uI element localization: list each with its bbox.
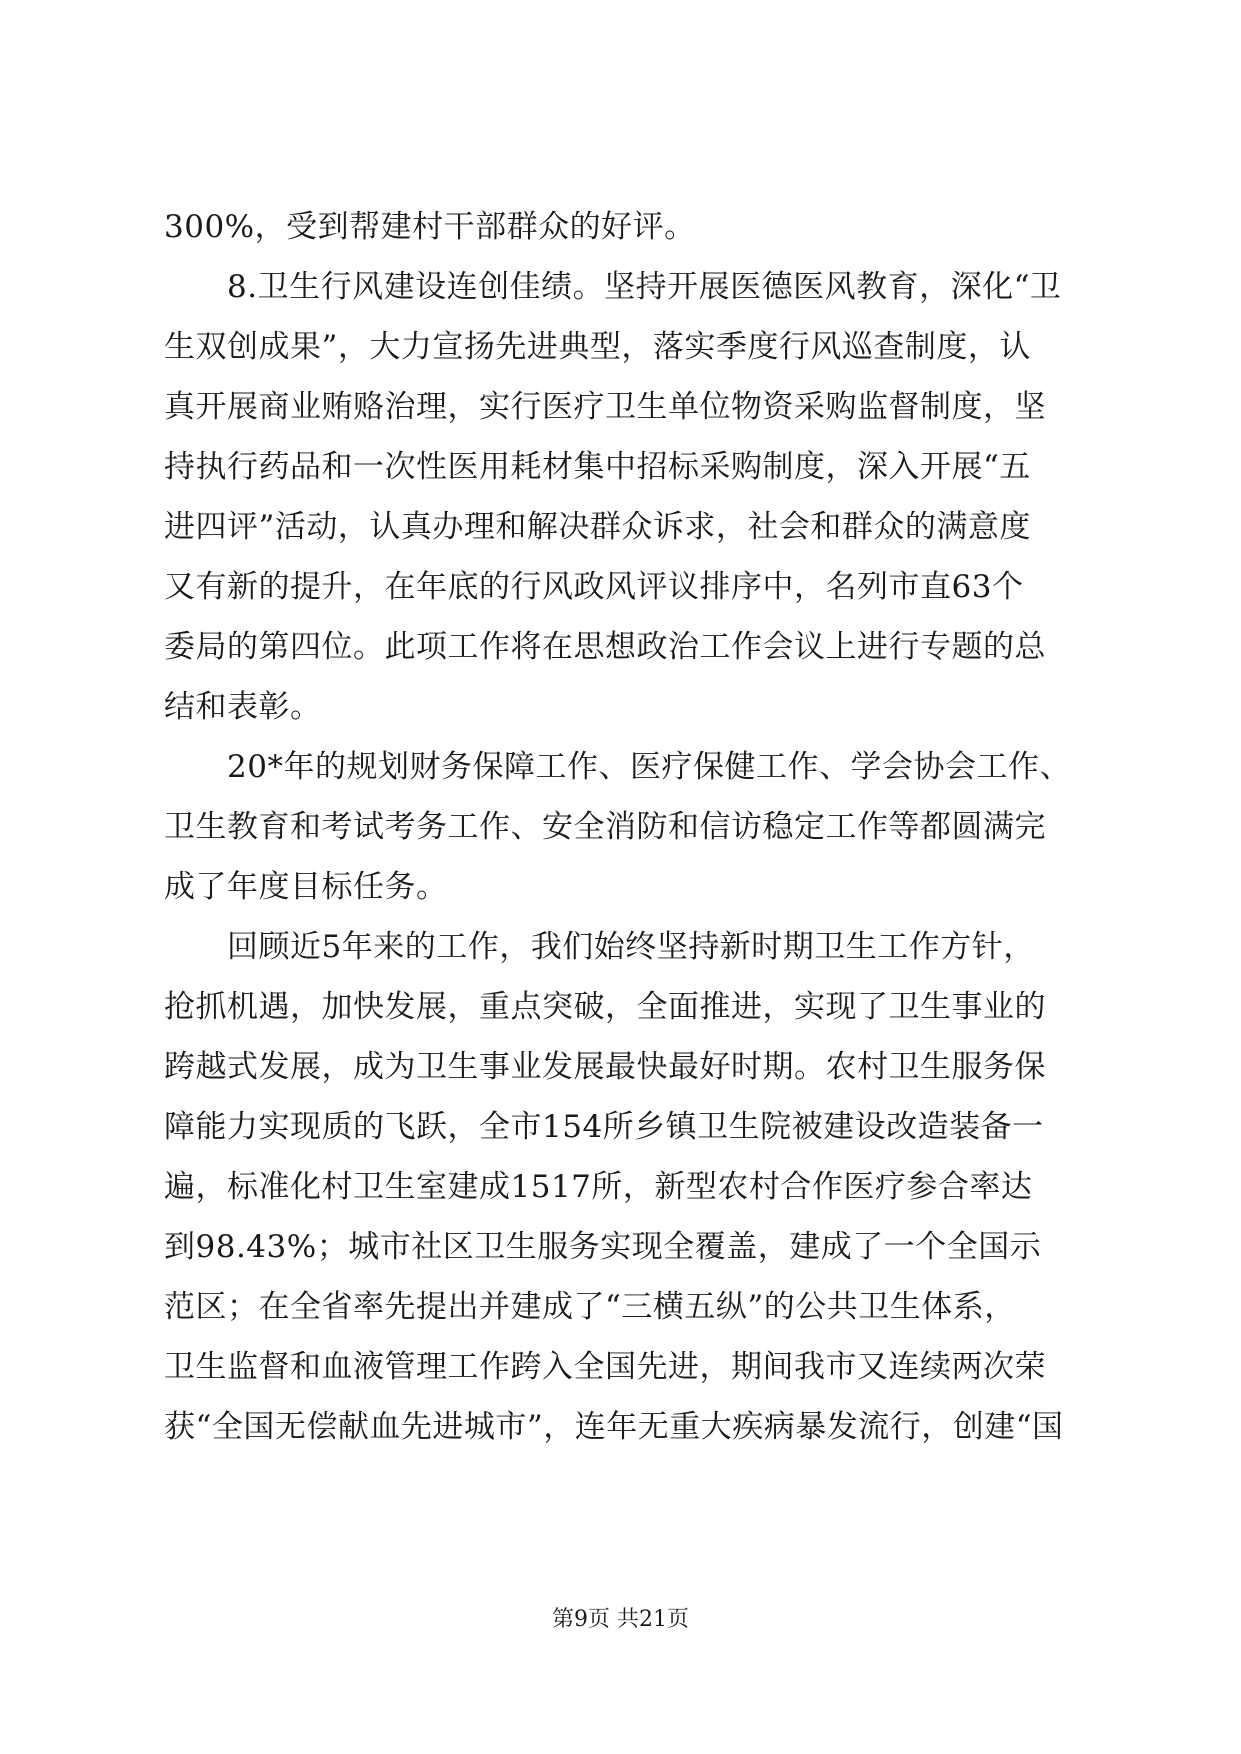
text-line: 跨越式发展，成为卫生事业发展最快最好时期。农村卫生服务保 — [164, 1049, 1046, 1085]
text-line: 结和表彰。 — [164, 689, 322, 725]
body-text — [164, 197, 1080, 1457]
text-line: 范区；在全省率先提出并建成了“三横五纵”的公共卫生体系， — [164, 1289, 1016, 1325]
text-line: 卫生教育和考试考务工作、安全消防和信访稳定工作等都圆满完 — [164, 809, 1046, 845]
text-line: 真开展商业贿赂治理，实行医疗卫生单位物资采购监督制度，坚 — [164, 389, 1046, 425]
text-line: 获“全国无偿献血先进城市”，连年无重大疾病暴发流行，创建“国 — [164, 1409, 1064, 1445]
text-line: 抢抓机遇，加快发展，重点突破，全面推进，实现了卫生事业的 — [164, 989, 1046, 1025]
text-line: 生双创成果”，大力宣扬先进典型，落实季度行风巡查制度，认 — [164, 329, 1031, 365]
page-number-footer: 第9页 共21页 — [552, 1607, 689, 1632]
text-line: 成了年度目标任务。 — [164, 869, 448, 905]
text-line: 卫生监督和血液管理工作跨入全国先进，期间我市又连续两次荣 — [164, 1349, 1046, 1385]
text-line: 委局的第四位。此项工作将在思想政治工作会议上进行专题的总 — [164, 629, 1046, 665]
text-line: 持执行药品和一次性医用耗材集中招标采购制度，深入开展“五 — [164, 449, 1031, 485]
text-line: 又有新的提升，在年底的行风政风评议排序中，名列市直63个 — [164, 569, 1024, 605]
text-line: 300%，受到帮建村干部群众的好评。 — [164, 209, 696, 245]
text-line: 遍，标准化村卫生室建成1517所，新型农村合作医疗参合率达 — [164, 1169, 1033, 1205]
text-line: 障能力实现质的飞跃，全市154所乡镇卫生院被建设改造装备一 — [164, 1109, 1044, 1145]
text-line: 8.卫生行风建设连创佳绩。坚持开展医德医风教育，深化“卫 — [164, 269, 1062, 305]
text-line: 到98.43%；城市社区卫生服务实现全覆盖，建成了一个全国示 — [164, 1229, 1042, 1265]
text-line: 20*年的规划财务保障工作、医疗保健工作、学会协会工作、 — [164, 749, 1071, 785]
text-line: 进四评”活动，认真办理和解决群众诉求，社会和群众的满意度 — [164, 509, 1031, 545]
text-line: 回顾近5年来的工作，我们始终坚持新时期卫生工作方针， — [164, 929, 1035, 965]
